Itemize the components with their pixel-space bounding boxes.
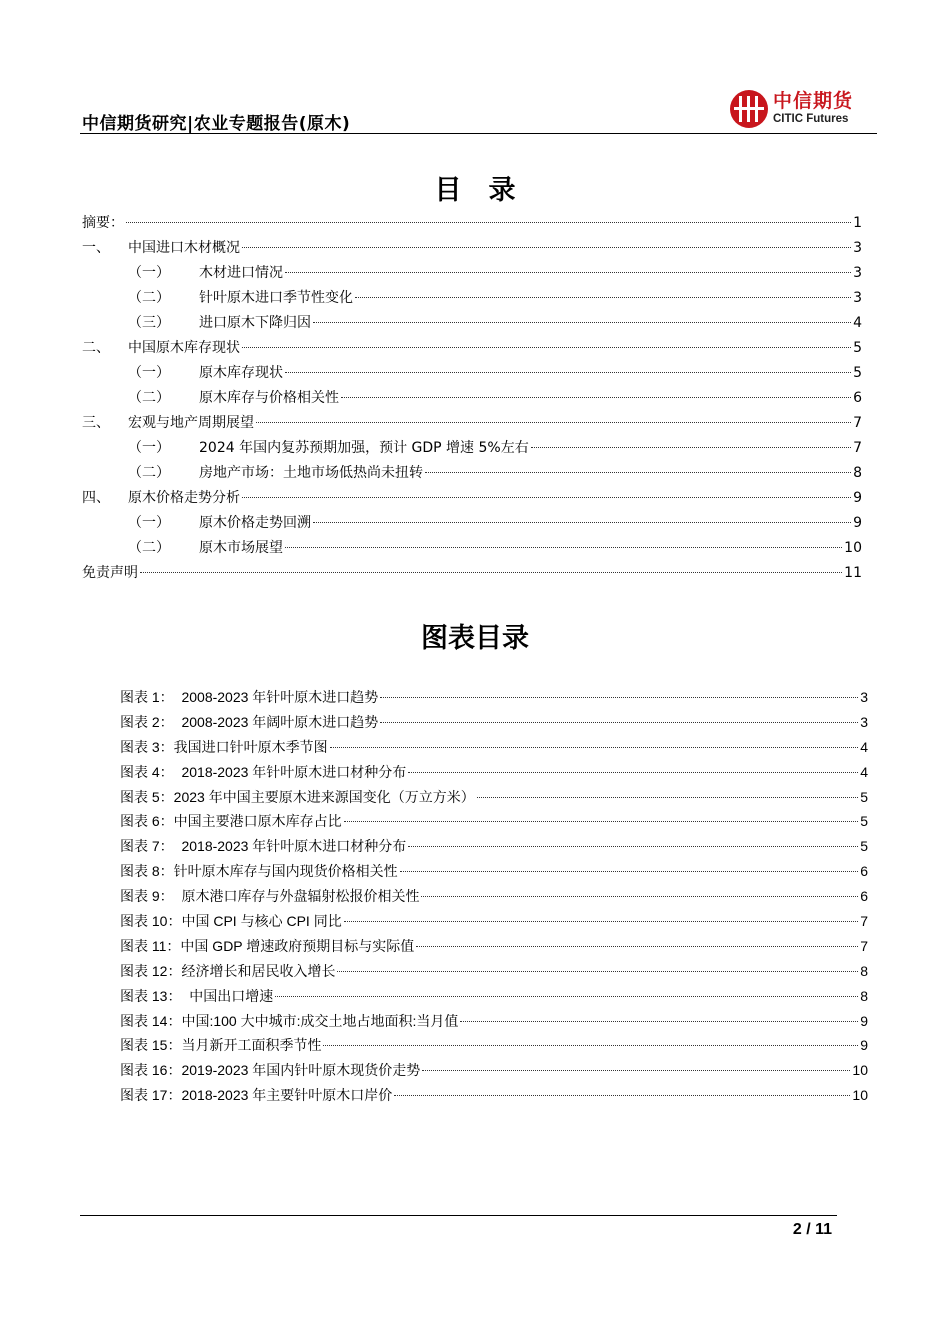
dot-leader xyxy=(394,1095,850,1096)
figure-entry-label: 图表 7： 2018-2023 年针叶原木进口材种分布 xyxy=(120,838,407,855)
figure-entry[interactable] xyxy=(120,909,868,934)
toc-title: 目 录 xyxy=(434,175,516,206)
figure-entry[interactable] xyxy=(120,1009,868,1034)
toc-entry[interactable] xyxy=(82,461,862,486)
figure-entry-page: 8 xyxy=(860,962,868,979)
dot-leader xyxy=(344,821,858,822)
figure-entry-label: 图表 3：我国进口针叶原木季节图 xyxy=(120,738,328,755)
toc-entry[interactable] xyxy=(82,536,862,561)
figure-entry-label: 图表 10：中国 CPI 与核心 CPI 同比 xyxy=(120,913,342,930)
toc-entry-text: 中国进口木材概况 xyxy=(128,240,240,256)
figure-entry-page: 5 xyxy=(860,788,868,805)
figure-entry[interactable] xyxy=(120,685,868,710)
figure-entry-page: 10 xyxy=(852,1087,868,1104)
figure-entry-page: 3 xyxy=(860,689,868,705)
dot-leader xyxy=(285,372,851,373)
figure-entry[interactable] xyxy=(120,959,868,984)
toc-entry-page: 6 xyxy=(853,390,862,406)
dot-leader xyxy=(416,946,858,947)
toc-entry-text: 原木库存与价格相关性 xyxy=(199,390,339,406)
header-divider xyxy=(80,133,877,134)
table-of-contents xyxy=(82,211,862,586)
figure-entry[interactable] xyxy=(120,884,868,909)
toc-entry-number: 摘要： xyxy=(82,215,124,231)
toc-entry-text: 原木市场展望 xyxy=(199,540,283,556)
figure-entry-label: 图表 4： 2018-2023 年针叶原木进口材种分布 xyxy=(120,763,407,780)
figure-entry-label: 图表 6：中国主要港口原木库存占比 xyxy=(120,813,342,830)
toc-entry-page: 7 xyxy=(853,440,862,456)
toc-entry-text: 宏观与地产周期展望 xyxy=(128,415,254,431)
figure-entry-label: 图表 13： 中国出口增速 xyxy=(120,987,274,1004)
figure-entry-label: 图表 14：中国:100 大中城市:成交土地占地面积:当月值 xyxy=(120,1012,459,1029)
figure-entry-page: 7 xyxy=(860,913,868,930)
figure-entry[interactable] xyxy=(120,785,868,810)
dot-leader xyxy=(531,447,851,448)
figure-entry-label: 图表 5：2023 年中国主要原木进来源国变化（万立方米） xyxy=(120,788,475,805)
toc-entry-number: 三、 xyxy=(82,415,110,431)
toc-entry-text: 原木价格走势回溯 xyxy=(199,515,311,531)
figure-entry-label: 图表 1： 2008-2023 年针叶原木进口趋势 xyxy=(120,689,379,705)
toc-entry-text: 2024 年国内复苏预期加强，预计 GDP 增速 5%左右 xyxy=(199,440,529,456)
figure-entry-label: 图表 11：中国 GDP 增速政府预期目标与实际值 xyxy=(120,937,415,954)
toc-entry-text: 木材进口情况 xyxy=(199,265,283,281)
dot-leader xyxy=(323,1045,858,1046)
toc-entry-number: （一） xyxy=(128,515,170,531)
dot-leader xyxy=(400,871,858,872)
toc-entry-page: 7 xyxy=(853,415,862,431)
figure-entry-page: 4 xyxy=(860,763,868,780)
figure-entry-page: 10 xyxy=(852,1062,868,1079)
toc-entry-number: 二、 xyxy=(82,340,110,356)
toc-entry[interactable] xyxy=(82,436,862,461)
toc-entry[interactable] xyxy=(82,211,862,236)
figure-entry-page: 9 xyxy=(860,1012,868,1029)
toc-entry[interactable] xyxy=(82,361,862,386)
figure-entry-label: 图表 12：经济增长和居民收入增长 xyxy=(120,962,336,979)
figure-entry[interactable] xyxy=(120,934,868,959)
dot-leader xyxy=(140,572,842,573)
toc-entry-number: （一） xyxy=(128,365,170,381)
report-header-title: 中信期货研究|农业专题报告(原木) xyxy=(82,114,351,134)
dot-leader xyxy=(408,846,858,847)
dot-leader xyxy=(408,772,858,773)
figure-entry[interactable] xyxy=(120,760,868,785)
toc-entry-number: （一） xyxy=(128,440,170,456)
toc-entry-number: （二） xyxy=(128,290,170,306)
dot-leader xyxy=(355,297,851,298)
figure-entry[interactable] xyxy=(120,859,868,884)
figure-entry-page: 4 xyxy=(860,738,868,755)
figures-title: 图表目录 xyxy=(421,623,529,654)
toc-entry-number: （二） xyxy=(128,390,170,406)
toc-entry[interactable] xyxy=(82,486,862,511)
dot-leader xyxy=(126,222,851,223)
toc-entry-page: 4 xyxy=(853,315,862,331)
toc-entry[interactable] xyxy=(82,286,862,311)
figure-entry-label: 图表 8：针叶原木库存与国内现货价格相关性 xyxy=(120,863,398,880)
citic-futures-logo xyxy=(730,88,853,130)
toc-entry-text: 原木价格走势分析 xyxy=(128,490,240,506)
toc-entry[interactable] xyxy=(82,411,862,436)
toc-entry-number: 四、 xyxy=(82,490,110,506)
figure-entry-page: 9 xyxy=(860,1037,868,1054)
dot-leader xyxy=(425,472,851,473)
toc-entry-text: 原木库存现状 xyxy=(199,365,283,381)
toc-entry[interactable] xyxy=(82,336,862,361)
figure-entry-page: 5 xyxy=(860,813,868,830)
dot-leader xyxy=(242,497,851,498)
toc-entry-number: 免责声明 xyxy=(82,565,138,581)
toc-entry-page: 5 xyxy=(853,340,862,356)
figure-entry[interactable] xyxy=(120,735,868,760)
toc-entry-page: 11 xyxy=(844,565,862,581)
dot-leader xyxy=(256,422,851,423)
toc-entry-number: （二） xyxy=(128,465,170,481)
toc-entry-page: 3 xyxy=(853,290,862,306)
figure-entry[interactable] xyxy=(120,834,868,859)
toc-entry-page: 3 xyxy=(853,265,862,281)
figure-list xyxy=(120,685,868,1108)
toc-entry-text: 中国原木库存现状 xyxy=(128,340,240,356)
figure-entry-page: 5 xyxy=(860,838,868,855)
figure-entry[interactable] xyxy=(120,1058,868,1083)
toc-entry-page: 10 xyxy=(844,540,862,556)
toc-entry-text: 进口原木下降归因 xyxy=(199,315,311,331)
toc-entry-page: 9 xyxy=(853,515,862,531)
figure-entry-label: 图表 15：当月新开工面积季节性 xyxy=(120,1037,322,1054)
dot-leader xyxy=(330,747,858,748)
figure-entry-label: 图表 9： 原木港口库存与外盘辐射松报价相关性 xyxy=(120,888,420,905)
toc-entry-page: 3 xyxy=(853,240,862,256)
toc-entry-number: （一） xyxy=(128,265,170,281)
figure-entry-page: 6 xyxy=(860,888,868,905)
dot-leader xyxy=(422,1070,850,1071)
toc-entry-page: 1 xyxy=(853,215,862,231)
toc-entry-text: 针叶原木进口季节性变化 xyxy=(199,290,353,306)
dot-leader xyxy=(285,547,842,548)
figure-entry[interactable] xyxy=(120,1083,868,1108)
figure-entry-page: 7 xyxy=(860,937,868,954)
page-number: 2 / 11 xyxy=(792,1221,832,1238)
logo-cn-text: 中信期货 xyxy=(773,90,854,113)
dot-leader xyxy=(275,996,858,997)
toc-entry-page: 8 xyxy=(853,465,862,481)
dot-leader xyxy=(344,921,858,922)
dot-leader xyxy=(477,797,858,798)
dot-leader xyxy=(337,971,858,972)
figure-entry[interactable] xyxy=(120,809,868,834)
toc-entry[interactable] xyxy=(82,561,862,586)
figure-entry-page: 8 xyxy=(860,987,868,1004)
figure-entry-label: 图表 17：2018-2023 年主要针叶原木口岸价 xyxy=(120,1087,393,1104)
dot-leader xyxy=(242,247,851,248)
footer-divider xyxy=(80,1215,837,1216)
dot-leader xyxy=(341,397,851,398)
toc-entry[interactable] xyxy=(82,236,862,261)
toc-entry-page: 9 xyxy=(853,490,862,506)
toc-entry-page: 5 xyxy=(853,365,862,381)
toc-entry[interactable] xyxy=(82,511,862,536)
figure-entry-label: 图表 16：2019-2023 年国内针叶原木现货价走势 xyxy=(120,1062,421,1079)
toc-entry-number: 一、 xyxy=(82,240,110,256)
dot-leader xyxy=(313,322,851,323)
toc-entry-number: （二） xyxy=(128,540,170,556)
figure-entry-page: 6 xyxy=(860,863,868,880)
figure-entry[interactable] xyxy=(120,710,868,735)
dot-leader xyxy=(285,272,851,273)
figure-entry[interactable] xyxy=(120,1033,868,1058)
dot-leader xyxy=(380,722,858,723)
dot-leader xyxy=(421,896,858,897)
citic-logo-icon xyxy=(730,90,768,128)
dot-leader xyxy=(313,522,851,523)
toc-entry[interactable] xyxy=(82,311,862,336)
toc-entry-text: 房地产市场：土地市场低热尚未扭转 xyxy=(199,465,423,481)
figure-entry[interactable] xyxy=(120,984,868,1009)
dot-leader xyxy=(242,347,851,348)
toc-entry[interactable] xyxy=(82,386,862,411)
figure-entry-label: 图表 2： 2008-2023 年阔叶原木进口趋势 xyxy=(120,713,379,730)
dot-leader xyxy=(380,697,858,698)
toc-entry[interactable] xyxy=(82,261,862,286)
figure-entry-page: 3 xyxy=(860,713,868,730)
logo-en-text: CITIC Futures xyxy=(773,113,849,126)
dot-leader xyxy=(460,1021,858,1022)
toc-entry-number: （三） xyxy=(128,315,170,331)
